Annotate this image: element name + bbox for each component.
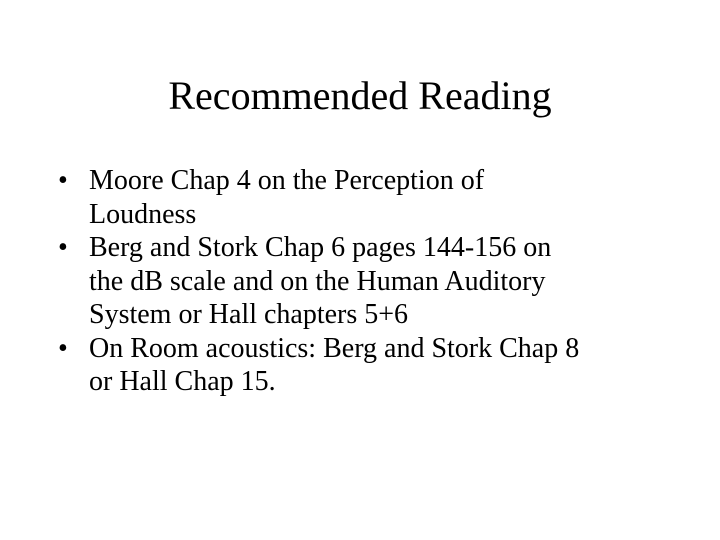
bullet-list — [58, 164, 678, 399]
bullet-item — [58, 332, 678, 399]
bullet-text: Moore Chap 4 on the Perception of Loudness — [89, 165, 485, 230]
bullet-item — [58, 231, 678, 332]
bullet-icon: • — [58, 165, 68, 196]
bullet-item — [58, 164, 678, 231]
bullet-text: On Room acoustics: Berg and Stork Chap 8 or Hall Chap 15. — [89, 332, 580, 397]
bullet-icon: • — [58, 332, 68, 364]
slide-title: Recommended Reading — [168, 73, 552, 118]
bullet-text: Berg and Stork Chap 6 pages 144-156 on the dB scale and on the Human Auditory System or Hall chapters 5+6 — [89, 232, 552, 330]
bullet-icon: • — [58, 232, 68, 263]
